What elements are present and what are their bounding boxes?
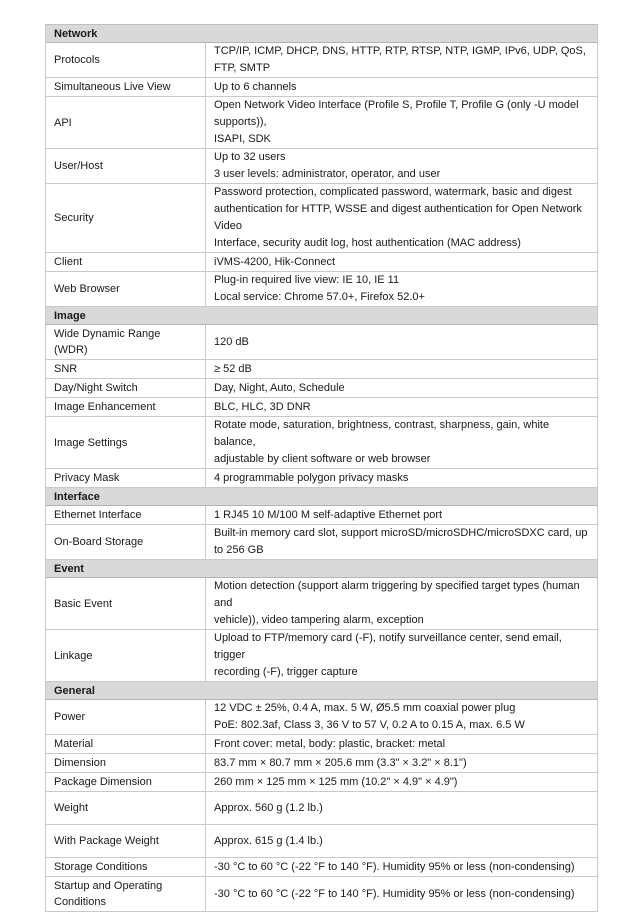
spec-value bbox=[206, 360, 597, 378]
spec-label: Protocols bbox=[46, 43, 206, 77]
spec-value-line: Built-in memory card slot, support microSD/microSDHC/microSDXC card, up to 256 GB bbox=[214, 527, 588, 556]
spec-value bbox=[206, 272, 597, 306]
spec-value bbox=[206, 506, 597, 524]
spec-row bbox=[46, 184, 597, 253]
spec-value bbox=[206, 379, 597, 397]
spec-value bbox=[206, 754, 597, 772]
spec-value bbox=[206, 97, 597, 148]
spec-value-line: Motion detection (support alarm triggering by specified target types (human and bbox=[214, 580, 580, 609]
spec-row bbox=[46, 792, 597, 825]
spec-row bbox=[46, 149, 597, 184]
spec-row bbox=[46, 417, 597, 469]
spec-row bbox=[46, 578, 597, 630]
spec-value-line: Approx. 615 g (1.4 lb.) bbox=[214, 834, 323, 847]
spec-value bbox=[206, 398, 597, 416]
spec-value-line: Up to 6 channels bbox=[214, 80, 297, 93]
spec-value bbox=[206, 735, 597, 753]
spec-label: Dimension bbox=[46, 754, 206, 772]
spec-row bbox=[46, 525, 597, 560]
spec-label: Web Browser bbox=[46, 272, 206, 306]
spec-value-line: -30 °C to 60 °C (-22 °F to 140 °F). Humidity 95% or less (non-condensing) bbox=[214, 860, 575, 873]
spec-label: Linkage bbox=[46, 630, 206, 681]
spec-row bbox=[46, 97, 597, 149]
spec-value-line: 1 RJ45 10 M/100 M self-adaptive Ethernet port bbox=[214, 508, 443, 521]
spec-value-line: 260 mm × 125 mm × 125 mm (10.2" × 4.9" × 4.9") bbox=[214, 775, 458, 788]
spec-value-line: 120 dB bbox=[214, 335, 249, 348]
spec-value-line: 12 VDC ± 25%, 0.4 A, max. 5 W, Ø5.5 mm coaxial power plug bbox=[214, 702, 516, 714]
spec-value bbox=[206, 469, 597, 487]
spec-value bbox=[206, 630, 597, 681]
spec-row bbox=[46, 630, 597, 682]
spec-row bbox=[46, 858, 597, 877]
spec-value bbox=[206, 525, 597, 559]
section-header-network: Network bbox=[46, 25, 597, 43]
spec-value-line: Front cover: metal, body: plastic, bracket: metal bbox=[214, 737, 446, 750]
spec-value-line: -30 °C to 60 °C (-22 °F to 140 °F). Humidity 95% or less (non-condensing) bbox=[214, 887, 575, 900]
spec-value-line: Password protection, complicated password, watermark, basic and digest bbox=[214, 186, 572, 198]
spec-value bbox=[206, 43, 597, 77]
spec-label: Power bbox=[46, 700, 206, 734]
spec-value bbox=[206, 78, 597, 96]
spec-table bbox=[45, 24, 598, 912]
spec-value-line: Rotate mode, saturation, brightness, contrast, sharpness, gain, white balance, bbox=[214, 419, 550, 448]
spec-value-line: Open Network Video Interface (Profile S, Profile T, Profile G (only -U model supports)), bbox=[214, 99, 579, 128]
spec-label: Storage Conditions bbox=[46, 858, 206, 876]
spec-row bbox=[46, 877, 597, 912]
spec-label: Security bbox=[46, 184, 206, 252]
spec-value-line: Approx. 560 g (1.2 lb.) bbox=[214, 801, 323, 814]
spec-value-line: 3 user levels: administrator, operator, and user bbox=[214, 168, 441, 180]
spec-value-line: TCP/IP, ICMP, DHCP, DNS, HTTP, RTP, RTSP, NTP, IGMP, IPv6, UDP, QoS, FTP, SMTP bbox=[214, 45, 586, 74]
spec-label: Privacy Mask bbox=[46, 469, 206, 487]
spec-value bbox=[206, 578, 597, 629]
spec-value bbox=[206, 253, 597, 271]
spec-label: Package Dimension bbox=[46, 773, 206, 791]
spec-value-line: Day, Night, Auto, Schedule bbox=[214, 381, 345, 394]
spec-label: Image Settings bbox=[46, 417, 206, 468]
spec-value bbox=[206, 792, 597, 824]
spec-label: Simultaneous Live View bbox=[46, 78, 206, 96]
spec-row bbox=[46, 78, 597, 97]
spec-label: API bbox=[46, 97, 206, 148]
spec-label: Basic Event bbox=[46, 578, 206, 629]
spec-row bbox=[46, 700, 597, 735]
spec-row bbox=[46, 253, 597, 272]
section-header-image: Image bbox=[46, 307, 597, 325]
spec-value bbox=[206, 417, 597, 468]
spec-value bbox=[206, 149, 597, 183]
spec-row bbox=[46, 43, 597, 78]
spec-value-line: 83.7 mm × 80.7 mm × 205.6 mm (3.3" × 3.2" × 8.1") bbox=[214, 756, 467, 769]
spec-label: Ethernet Interface bbox=[46, 506, 206, 524]
spec-label: Image Enhancement bbox=[46, 398, 206, 416]
spec-value-line: Upload to FTP/memory card (-F), notify surveillance center, send email, trigger bbox=[214, 632, 562, 661]
spec-value-line: BLC, HLC, 3D DNR bbox=[214, 400, 311, 413]
spec-row bbox=[46, 506, 597, 525]
spec-value bbox=[206, 325, 597, 359]
spec-row bbox=[46, 272, 597, 307]
spec-value-line: Up to 32 users bbox=[214, 151, 286, 163]
spec-label: Material bbox=[46, 735, 206, 753]
spec-value-line: authentication for HTTP, WSSE and digest authentication for Open Network Video bbox=[214, 203, 582, 232]
spec-row bbox=[46, 754, 597, 773]
spec-value-line: adjustable by client software or web browser bbox=[214, 453, 431, 465]
spec-value-line: ≥ 52 dB bbox=[214, 362, 252, 375]
spec-value-line: Local service: Chrome 57.0+, Firefox 52.0+ bbox=[214, 291, 425, 303]
spec-value-line: recording (-F), trigger capture bbox=[214, 666, 358, 678]
section-header-event: Event bbox=[46, 560, 597, 578]
spec-label: With Package Weight bbox=[46, 825, 206, 857]
spec-row bbox=[46, 325, 597, 360]
spec-row bbox=[46, 825, 597, 858]
spec-value-line: vehicle)), video tampering alarm, exception bbox=[214, 614, 424, 626]
spec-value-line: Interface, security audit log, host authentication (MAC address) bbox=[214, 237, 521, 249]
spec-label: SNR bbox=[46, 360, 206, 378]
spec-value-line: Plug-in required live view: IE 10, IE 11 bbox=[214, 274, 400, 286]
spec-value-line: 4 programmable polygon privacy masks bbox=[214, 471, 409, 484]
spec-label: Weight bbox=[46, 792, 206, 824]
spec-row bbox=[46, 773, 597, 792]
spec-label: On-Board Storage bbox=[46, 525, 206, 559]
section-header-general: General bbox=[46, 682, 597, 700]
spec-label: Day/Night Switch bbox=[46, 379, 206, 397]
spec-value-line: iVMS-4200, Hik-Connect bbox=[214, 255, 336, 268]
spec-value bbox=[206, 825, 597, 857]
spec-row bbox=[46, 379, 597, 398]
spec-row bbox=[46, 469, 597, 488]
spec-label: Client bbox=[46, 253, 206, 271]
spec-row bbox=[46, 735, 597, 754]
spec-row bbox=[46, 360, 597, 379]
spec-value-line: ISAPI, SDK bbox=[214, 133, 271, 145]
spec-value bbox=[206, 184, 597, 252]
spec-label: Wide Dynamic Range (WDR) bbox=[46, 325, 206, 359]
spec-row bbox=[46, 398, 597, 417]
spec-label: Startup and Operating Conditions bbox=[46, 877, 206, 911]
spec-value bbox=[206, 773, 597, 791]
spec-label: User/Host bbox=[46, 149, 206, 183]
spec-value-line: PoE: 802.3af, Class 3, 36 V to 57 V, 0.2 A to 0.15 A, max. 6.5 W bbox=[214, 719, 525, 731]
spec-value bbox=[206, 877, 597, 911]
section-header-interface: Interface bbox=[46, 488, 597, 506]
spec-value bbox=[206, 858, 597, 876]
spec-value bbox=[206, 700, 597, 734]
